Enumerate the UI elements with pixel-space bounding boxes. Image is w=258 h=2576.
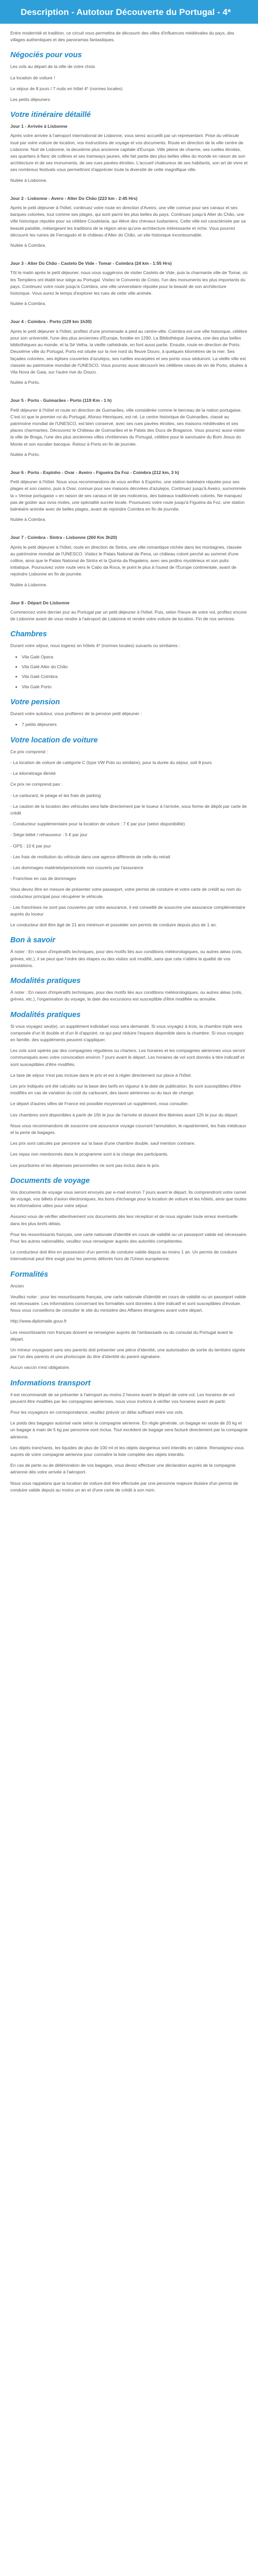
section-title: Votre itinéraire détaillé [10, 111, 91, 120]
section-negocies [10, 50, 248, 103]
section-paragraph: En cas de perte ou de détérioration de vos bagages, vous devez effectuer une déclaration auprès de la compagnie aérienne dès votre arrivée à l'aéroport. [10, 1463, 236, 1475]
day-title: Jour 6 - Porto - Espinho - Ovar - Aveiro - Figueira Da Foz - Coimbra (212 km, 3 h) [10, 469, 179, 475]
section-paragraph: Le poids des bagages autorisé varie selon la compagnie aérienne. En règle générale, un bagage en soute de 20 kg et un bagage à main de 5 kg par personne sont inclus. Tout excédent de bagage sera facturé directement par la compagnie aérienne. [10, 1420, 248, 1439]
section-paragraph: - La caution de la location des véhicules sera faite directement par le loueur à l'arrivée, sous forme de dépôt par carte de crédit [10, 803, 247, 816]
section-paragraph: Nous vous rappelons que la location de voiture doit être effectuée par une personne majeure titulaire d'un permis de conduire valide depuis au moins un an et d'une carte de crédit à son nom. [10, 1480, 238, 1493]
section-pension [10, 698, 248, 728]
section-paragraph: Pour les voyageurs en correspondance, veuillez prévoir un délai suffisant entre vos vols. [10, 1410, 184, 1415]
section-paragraph: Il est recommandé de se présenter à l'aéroport au moins 2 heures avant le départ de votre vol. Les horaires de vol peuvent être modifiés par les compagnies aériennes, nous vous invitons à vérifier vos horaires avant de partir. [10, 1392, 235, 1404]
section-title: Documents de voyage [10, 1176, 90, 1185]
section-paragraph: Nous vous recommandons de souscrire une assurance voyage couvrant l'annulation, le rapatriement, les frais médicaux et la perte de bagages. [10, 1123, 246, 1135]
section-paragraph: - Conducteur supplémentaire pour la location de voiture : 7 € par jour (selon disponibilité) [10, 821, 185, 827]
list-item: • Vila Galé Opera [22, 654, 248, 660]
day-title: Jour 2 - Lisbonne - Avero - Alter Do Chão (223 km - 2:45 Hrs) [10, 195, 138, 201]
list-item: • 7 petits déjeuners [22, 721, 248, 728]
section-paragraph: Les pourboires et les dépenses personnelles ne sont pas inclus dans le prix. [10, 1162, 160, 1168]
section-paragraph: Les prix sont calculés par personne sur la base d'une chambre double, sauf mention contraire. [10, 1141, 196, 1146]
section-title: Votre pension [10, 698, 60, 707]
section-paragraph: - Le carburant, le péage et les frais de parking [10, 792, 101, 798]
section-paragraph: Si vous voyagez seul(e), un supplément individuel vous sera demandé. Si vous voyagez à trois, la chambre triple sera composée d'un lit double et d'un lit d'appoint, ce qui peut réduire l'espace disponible dans la chambre. Si vous voyagez en famille, des suppléments peuvent s'appliquer. [10, 1023, 244, 1042]
section-pratiques [10, 976, 248, 1003]
day-description: Petit déjeuner à l'hôtel. Nous vous recommandons de vous arrêter à Espinho, une station balnéaire réputée pour ses plages et son casino, puis à Ovar, connue pour ses maisons décorées d'azulejos. Continuez jusqu'à Aveiro, surnommée la « Venise portugaise » en raison de ses canaux et de ses moliceiros, des bateaux traditionnels colorés. Ne manquez pas de goûter aux ovos moles, une spécialité sucrée locale. Poursuivez votre route jusqu'à Figueira da Foz, une station balnéaire animée avec de belles plages, avant de rejoindre Coimbra en fin de journée. [10, 479, 246, 512]
section-paragraph: Le conducteur doit être en possession d'un permis de conduire valide depuis au moins 1 an. Un permis de conduire international peut être exigé pour les permis délivrés hors de l'Union européenne. [10, 1249, 237, 1262]
section-paragraph: - Franchise en cas de dommages [10, 876, 76, 882]
section-title: Informations transport [10, 1379, 91, 1387]
section-title: Modalités pratiques [10, 977, 81, 986]
section-paragraph: La location de voiture ! [10, 75, 55, 80]
section-paragraph: Ancien [10, 1283, 24, 1289]
section-paragraph: Pour les ressortissants français, une carte nationale d'identité en cours de validité ou un passeport valide est nécessaire. Pour les autres nationalités, veuillez vous renseigner auprès des autorités compétentes. [10, 1231, 248, 1244]
section-paragraph: Un mineur voyageant sans ses parents doit présenter une pièce d'identité, une autorisation de sortie du territoire signée par l'un des parents et une photocopie du titre d'identité du parent signataire. [10, 1347, 245, 1360]
section-modalites [10, 1010, 248, 1169]
section-paragraph: - Les dommages matériels/personnels non couverts par l'assurance [10, 865, 143, 871]
day-accommodation: Nuitée à Porto. [10, 380, 40, 385]
day-description: Tôt le matin après le petit déjeuner, nous vous suggérons de visiter Castelo de Vide, puis la charmante ville de Tomar, où les Templiers ont établi leur siège au Portugal. Visitez le Convento de Cristo, l'un des monuments les plus importants du pays. Continuez votre route jusqu'à Coimbra, une ville universitaire réputée pour la beauté de son architecture historique. Vous aurez le temps d'explorer les rues de cette ville animée. [10, 270, 248, 296]
day-accommodation: Nuitée à Lisbonne. [10, 582, 47, 587]
section-paragraph: Les prix indiqués ont été calculés sur la base des tarifs en vigueur à la date de publication. Ils sont susceptibles d'être modifiés en cas de variation du coût du carburant, des taxes aériennes ou du taux de change. [10, 1083, 241, 1096]
section-paragraph: - Le kilométrage illimité [10, 771, 56, 776]
section-paragraph: Les objets tranchants, les liquides de plus de 100 ml et les objets dangereux sont interdits en cabine. Renseignez-vous auprès de votre compagnie aérienne pour connaître la liste complète des objets interdits. [10, 1445, 244, 1458]
section-asavoir [10, 936, 248, 969]
section-paragraph: Les vols au départ de la ville de votre choix [10, 64, 95, 70]
section-paragraph: Les chambres sont disponibles à partir de 15h le jour de l'arrivée et doivent être libérées avant 12h le jour du départ. [10, 1112, 239, 1117]
day-accommodation: Nuitée à Lisbonne. [10, 177, 47, 183]
day-description: Après le petit déjeuner à l'hôtel, profitez d'une promenade à pied au centre-ville. Coimbra est une ville historique, célèbre pour son université, l'une des plus anciennes d'Europe, fondée en 1290. La Bibliothèque Joanina, une des plus belles bibliothèques au monde, et la Sé Velha, la vieille cathédrale, en font aussi partie. Ensuite, route en direction de Porto. Deuxième ville du Portugal, Porto est située sur la rive nord du fleuve Douro, à quelques kilomètres de la mer. Ses façades colorées, ses églises couvertes d'azulejos, ses ruelles escarpées et ses ponts vous séduiront. La vieille ville est classée au patrimoine mondial de l'UNESCO. Vous pourrez aussi découvrir les célèbres caves de vin de Porto, situées à Vila Nova de Gaia, sur l'autre rive du Douro. [10, 328, 248, 375]
intro-paragraph: Entre modernité et tradition, ce circuit vous permettra de découvrir des villes d'influences médiévales du pays, des villages authentiques et des panoramas fantastiques. [10, 30, 234, 43]
section-paragraph: - Les franchises ne sont pas couvertes par votre assurance, il est conseillé de souscrire une assurance complémentaire auprès du loueur [10, 904, 246, 917]
section-paragraph: - Les frais de restitution du véhicule dans une agence différente de celle du retrait [10, 854, 170, 859]
section-paragraph: Les petits déjeuners [10, 97, 50, 103]
section-title: Chambres [10, 630, 47, 639]
section-formalites [10, 1270, 248, 1371]
day-description: Après le petit déjeuner à l'hôtel, route en direction de Sintra, une ville romantique nichée dans les montagnes, classée au patrimoine mondial de l'UNESCO. Visitez le Palais National de Pena, un château coloré perché au sommet d'une colline, ainsi que le Palais National de Sintra et la Quinta da Regaleira, avec ses jardins mystérieux et son puits initiatique. Poursuivez votre route vers le Cabo da Roca, le point le plus à l'ouest de l'Europe continentale, avant de rejoindre Lisbonne en fin de journée. [10, 544, 242, 577]
section-paragraph: Les repas non mentionnés dans le programme sont à la charge des participants. [10, 1151, 169, 1157]
section-list [10, 721, 248, 728]
section-paragraph: http://www.diplomatie.gouv.fr [10, 1318, 67, 1324]
section-paragraph: À noter : En raison d'impératifs techniques, pour des motifs liés aux conditions météorologiques, ou autres aléas (vols, grèves, etc.), il se peut que l'ordre des étapes ou des visites soit modifié, sans que cela n'altère la qualité de vos prestations. [10, 949, 243, 968]
day-accommodation: Nuitée à Porto. [10, 451, 40, 457]
section-title: Formalités [10, 1270, 49, 1279]
section-paragraph: La taxe de séjour n'est pas incluse dans le prix et est à régler directement sur place à l'hôtel. [10, 1072, 192, 1078]
section-list [10, 654, 248, 691]
day-description: Commencez votre dernier jour au Portugal par un petit déjeuner à l'hôtel. Puis, selon l'heure de votre vol, profitez encore de Lisbonne avant de vous rendre à l'aéroport de Lisbonne et rendre votre voiture de location. Fin de nos services. [10, 609, 247, 622]
list-item: • Vila Galé Porto [22, 684, 248, 690]
section-paragraph: À noter : En raison d'impératifs techniques, pour des motifs liés aux conditions météorologiques, ou autres aléas (vols, grèves, etc.), l'organisation du voyage, la date des excursions est susceptible d'être modifiée ou annulée. [10, 990, 243, 1002]
section-title: Bon à savoir [10, 936, 56, 945]
section-documents [10, 1176, 248, 1263]
list-item: • Vila Galé Coimbra [22, 673, 248, 680]
list-item: • Vila Galé Alter do Chão [22, 664, 248, 670]
day-accommodation: Nuitée à Coimbra. [10, 243, 46, 248]
section-paragraph: Aucun vaccin n'est obligatoire. [10, 1365, 70, 1370]
section-paragraph: - GPS : 10 € par jour [10, 843, 51, 849]
section-transport [10, 1379, 248, 1494]
day-description: Après votre arrivée à l'aéroport international de Lisbonne, vous serez accueilli par un représentant. Prise du véhicule loué par votre voiture de location, vos instructions de voyage et vos documents. Route en direction de la ville centre de Lisbonne. Nuit de Lisbonne, la deuxième plus ancienne capitale d'Europe. Ville pleine de charme, ses ruelles étroites, ses quartiers à flanc de collines et ses tramways jaunes, elle fait partie des plus belles villes du monde en raison de son architecture et de ses monuments, de ses rues pavées étroites. L'accueil chaleureux de ses habitants, son art de vivre et ses nombreux festivals vous permettront d'apprécier toute la diversité de cette magnifique ville. [10, 133, 248, 173]
section-paragraph: Ce prix comprend : [10, 749, 48, 754]
day-accommodation: Nuitée à Coimbra. [10, 517, 46, 522]
section-title: Négociés pour vous [10, 51, 82, 60]
section-paragraph: Le séjour de 8 jours / 7 nuits en hôtel 4* (normes locales) [10, 86, 123, 91]
day-title: Jour 8 - Départ De Lisbonne [10, 600, 70, 605]
day-accommodation: Nuitée à Coimbra. [10, 301, 46, 307]
section-paragraph: - Siège bébé / rehausseur : 5 € par jour [10, 832, 88, 838]
section-paragraph: Vous devez être en mesure de présenter votre passeport, votre permis de conduire et votre carte de crédit au nom du conducteur principal pour récupérer le véhicule. [10, 887, 241, 899]
section-paragraph: Vos documents de voyage vous seront envoyés par e-mail environ 7 jours avant le départ. Ils comprendront votre carnet de voyage, vos billets d'avion électroniques, les bons d'échange pour la location de voiture et les hôtels, ainsi que toutes les informations utiles pour votre séjour. [10, 1189, 247, 1209]
section-paragraph: Durant votre séjour, nous logerez en hôtels 4* (normes locales) suivants ou similaires : [10, 643, 181, 649]
day-description: Petit déjeuner à l'hôtel et route en direction de Guimarães, ville considérée comme le berceau de la nation portugaise. C'est ici que le premier roi du Portugal, Afonso Henriques, est né. Le centre historique de Guimarães, classé au patrimoine mondial de l'UNESCO, est bien conservé, avec ses rues pavées étroites, ses maisons médiévales et ses places charmantes. Découvrez le Château de Guimarães et le Palais des Ducs de Bragance. Vous pourrez aussi visiter la ville de Braga, l'une des plus anciennes villes chrétiennes du Portugal, célèbre pour le sanctuaire du Bom Jesus do Monte et son escalier baroque. Retour à Porto en fin de journée. [10, 407, 245, 447]
day-title: Jour 5 - Porto - Guimarães - Porto (119 Km - 1 h) [10, 398, 112, 403]
day-title: Jour 4 - Coimbra - Porto (129 km 1h30) [10, 319, 92, 325]
section-paragraph: Le conducteur doit être âgé de 21 ans minimum et posséder son permis de conduire depuis plus de 1 an. [10, 922, 217, 928]
section-itineraire [10, 110, 248, 622]
section-title: Votre location de voiture [10, 736, 98, 744]
page-header [0, 0, 258, 24]
page-content [0, 24, 258, 1513]
day-title: Jour 3 - Alter Do Chão - Castelo De Vide - Tomar - Coimbra (24 km - 1:55 Hrs) [10, 261, 172, 266]
section-paragraph: Assurez-vous de vérifier attentivement vos documents dès leur réception et de nous signaler toute erreur éventuelle dans les plus brefs délais. [10, 1214, 238, 1226]
section-paragraph: Ce prix ne comprend pas : [10, 782, 62, 787]
day-title: Jour 1 - Arrivée à Lisbonne [10, 124, 68, 129]
section-title: Modalités pratiques [10, 1010, 81, 1019]
section-paragraph: Le départ d'autres villes de France est possible moyennant un supplément, nous consulter. [10, 1101, 189, 1107]
section-paragraph: Les ressortissants non français doivent se renseigner auprès de l'ambassade ou du consulat du Portugal avant le départ. [10, 1329, 233, 1342]
page-title: Description - Autotour Découverte du Portugal - 4* [21, 7, 231, 17]
day-description: Après le petit déjeuner à l'hôtel, continuez votre route en direction d'Aveiro, une ville connue pour ses canaux et ses barques colorées, tout comme ses plages, qui sont parmi les plus belles du pays. Continuez jusqu'à Alter do Chão, une ville historique réputée pour sa célèbre Coudelaria, qui élève des chevaux lusitaniens. Cette ville est caractérisée par sa beauté paisible, mélangeant les traditions de la région ainsi qu'une architecture intéressante et riche. Vous pourrez découvrir les ruines de Ferragudo et le château d'Alter do Chão, un site historique incontournable. [10, 205, 246, 238]
section-paragraph: Les vols sont opérés par des compagnies régulières ou charters. Les horaires et les compagnies aériennes vous seront communiqués avec votre convocation environ 7 jours avant le départ. Les horaires de vol sont donnés à titre indicatif et sont susceptibles d'être modifiés. [10, 1048, 245, 1067]
section-paragraph: - La location de voiture de catégorie C (type VW Polo ou similaire), pour la durée du séjour, soit 8 jours [10, 760, 212, 766]
section-paragraph: Veuillez noter : pour les ressortissants français, une carte nationale d'identité en cours de validité ou un passeport valide est nécessaire. Les informations concernant les formalités sont données à titre indicatif et sont susceptibles d'évoluer. Nous vous conseillons de consulter le site du ministère des Affaires étrangères avant votre départ. [10, 1294, 246, 1313]
section-chambres [10, 630, 248, 690]
section-paragraph: Durant votre autotour, vous profiterez de la pension petit déjeuner : [10, 711, 142, 717]
section-location [10, 736, 248, 929]
day-title: Jour 7 - Coimbra - Sintra - Lisbonne (260 Km 3h20) [10, 535, 117, 540]
